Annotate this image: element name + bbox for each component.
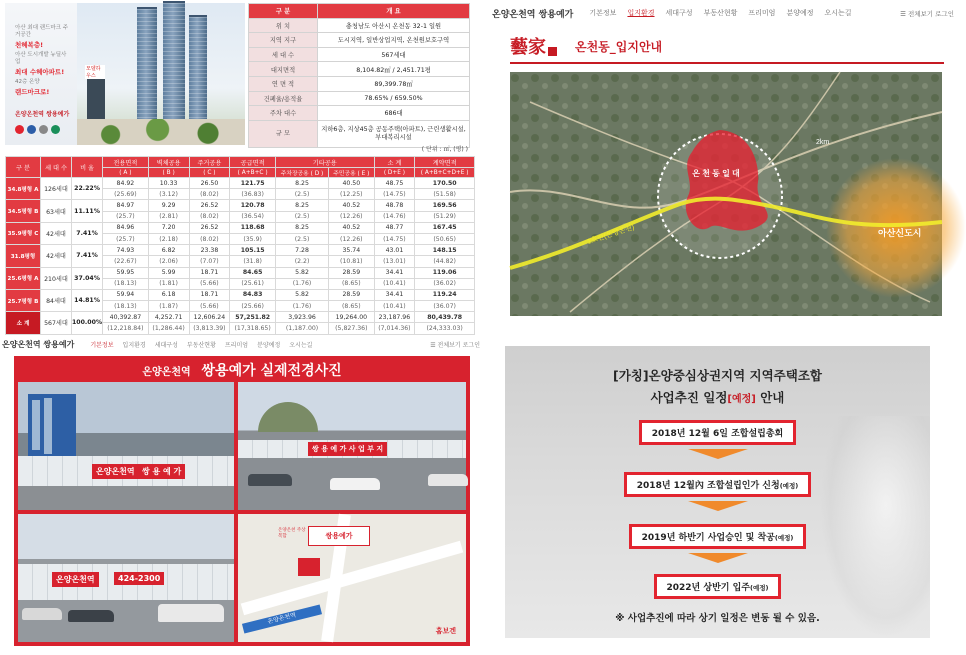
header-cell: 계약면적 — [415, 157, 475, 168]
overview-row — [249, 47, 470, 62]
step-text: 2018년 12월 6일 조합설립총회 — [651, 429, 784, 439]
area-sqm: 8.25 — [275, 222, 328, 233]
nav-item[interactable]: 부동산현황 — [186, 341, 216, 349]
unit-type: 25.6평형 A — [6, 267, 41, 289]
area-sqm: 118.68 — [230, 222, 276, 233]
schedule-title-text: 사업추진 일정 — [650, 390, 728, 405]
brand-logo-icon — [51, 125, 60, 134]
area-pyeong: (1.81) — [148, 278, 189, 289]
site-logo[interactable]: 온양온천역 쌍용예가 — [2, 339, 75, 349]
unit-type: 소 계 — [6, 312, 41, 334]
area-sqm: 8.25 — [275, 178, 328, 189]
subheader-cell: ( A+B+C ) — [230, 168, 276, 178]
top-navigation — [486, 0, 966, 26]
overview-value: 89,399.78㎡ — [318, 76, 470, 91]
overview-panel — [0, 0, 480, 333]
unit-row — [6, 312, 475, 323]
fence-label: 온양온천역 — [92, 464, 139, 479]
area-sqm: 120.78 — [230, 200, 276, 211]
area-pyeong: (2.5) — [275, 211, 328, 222]
unit-count: 42세대 — [41, 222, 72, 244]
site-map[interactable] — [238, 514, 466, 642]
area-sqm: 26.52 — [189, 200, 230, 211]
site-logo[interactable]: 온양온천역 쌍용예가 — [492, 9, 574, 20]
area-sqm: 84.92 — [103, 178, 149, 189]
area-pyeong: (12,218.84) — [103, 323, 149, 334]
area-pyeong: (51.29) — [415, 211, 475, 222]
header-cell: 구 분 — [6, 157, 41, 178]
overview-row — [249, 106, 470, 121]
title-divider — [510, 62, 944, 64]
area-sqm: 48.78 — [374, 200, 415, 211]
unit-type: 31.8평형 — [6, 245, 41, 267]
step-tag: (예정) — [749, 584, 769, 592]
area-sqm: 26.50 — [189, 178, 230, 189]
area-pyeong: (12.26) — [329, 233, 374, 244]
down-arrow-icon — [688, 553, 748, 563]
step-tag: (예정) — [774, 534, 794, 542]
area-sqm: 7.28 — [275, 245, 328, 256]
car-image — [68, 610, 114, 622]
unit-row — [6, 267, 475, 278]
header-cell: 기타공용 — [275, 157, 374, 168]
area-pyeong: (13.01) — [374, 256, 415, 267]
area-sqm: 48.77 — [374, 222, 415, 233]
ad-tagline: 아산 최대 랜드마크 주거공간 — [15, 25, 69, 38]
area-pyeong: (22.67) — [103, 256, 149, 267]
area-sqm: 40.52 — [329, 222, 374, 233]
fence-label: 424-2300 — [114, 572, 164, 585]
step-box — [654, 574, 782, 599]
header-cell: 전용면적 — [103, 157, 149, 168]
schedule-title-suffix: 안내 — [755, 390, 785, 405]
unit-ratio: 22.22% — [72, 178, 103, 200]
step-box — [624, 472, 811, 497]
ad-brand: 온양온천역 쌍용예가 — [15, 111, 70, 118]
tower-image — [189, 15, 207, 121]
area-pyeong: (2.5) — [275, 189, 328, 200]
overview-row — [249, 91, 470, 106]
step-text: 2019년 하반기 사업승인 및 착공 — [641, 533, 775, 543]
unit-type: 25.7평형 B — [6, 289, 41, 311]
unit-row — [6, 222, 475, 233]
schedule-title-2 — [505, 388, 930, 406]
nav-item[interactable]: 입지환경 — [122, 341, 146, 349]
area-pyeong: (2.2) — [275, 256, 328, 267]
rail-label: 1호선(온양온천) — [586, 224, 636, 246]
location-map[interactable] — [510, 72, 942, 316]
overview-value: 78.65% / 659.50% — [318, 91, 470, 106]
ad-texts — [15, 25, 71, 99]
unit-note: ( 단위 : ㎡, (평) ) — [421, 146, 468, 153]
nav-item[interactable]: 기본정보 — [589, 9, 617, 17]
photo-title — [14, 360, 470, 380]
map-callout-small: 온양온천 주상복합 — [278, 528, 306, 539]
unit-type: 34.5평형 B — [6, 200, 41, 222]
area-sqm: 43.01 — [374, 245, 415, 256]
area-pyeong: (36.54) — [230, 211, 276, 222]
area-pyeong: (1.76) — [275, 301, 328, 312]
overview-key: 위 치 — [249, 18, 318, 33]
unit-ratio: 37.04% — [72, 267, 103, 289]
area-pyeong: (31.8) — [230, 256, 276, 267]
fence-label: 쌍 용 예 가 — [138, 464, 185, 479]
tower-image — [137, 7, 157, 121]
area-sqm: 5.99 — [148, 267, 189, 278]
overview-key: 주차 대수 — [249, 106, 318, 121]
subheader-cell: ( B ) — [148, 168, 189, 178]
area-pyeong: (14.75) — [374, 233, 415, 244]
area-pyeong: (3,813.39) — [189, 323, 230, 334]
step-text: 2022년 상반기 입주 — [666, 583, 750, 593]
unit-type: 35.9평형 C — [6, 222, 41, 244]
area-pyeong: (1.76) — [275, 278, 328, 289]
overview-key: 지역 지구 — [249, 33, 318, 48]
map-graphic — [510, 72, 942, 316]
area-sqm: 4,252.71 — [148, 312, 189, 323]
subheader-cell: 주차장공용 ( D ) — [275, 168, 328, 178]
area-pyeong: (14.75) — [374, 189, 415, 200]
site-photo[interactable] — [18, 382, 234, 510]
area-sqm: 5.82 — [275, 267, 328, 278]
car-image — [248, 474, 292, 486]
area-sqm: 167.45 — [415, 222, 475, 233]
location-panel — [486, 0, 966, 322]
header-cell: 비 율 — [72, 157, 103, 178]
area-sqm: 84.65 — [230, 267, 276, 278]
area-sqm: 34.41 — [374, 267, 415, 278]
area-pyeong: (2.81) — [148, 211, 189, 222]
nav-right-menu[interactable]: ☰ 전체보기 로그인 — [430, 341, 480, 349]
area-sqm: 59.95 — [103, 267, 149, 278]
schedule-panel — [505, 346, 930, 638]
schedule-step — [505, 420, 930, 445]
overview-value: 8,104.82㎡ / 2,451.71평 — [318, 62, 470, 77]
header-cell: 세 대 수 — [41, 157, 72, 178]
area-pyeong: (8.02) — [189, 233, 230, 244]
area-sqm: 8.25 — [275, 200, 328, 211]
subheader-cell: 주민공용 ( E ) — [329, 168, 374, 178]
area-pyeong: (10.41) — [374, 301, 415, 312]
area-pyeong: (7,014.36) — [374, 323, 415, 334]
area-pyeong: (44.82) — [415, 256, 475, 267]
area-sqm: 80,439.78 — [415, 312, 475, 323]
overview-value: 686대 — [318, 106, 470, 121]
unit-count: 63세대 — [41, 200, 72, 222]
area-pyeong: (2.5) — [275, 233, 328, 244]
area-sqm: 6.82 — [148, 245, 189, 256]
unit-row — [6, 289, 475, 300]
nav-right-menu[interactable]: ☰ 전체보기 로그인 — [900, 9, 954, 18]
ad-tagline: 42층 온양 — [15, 79, 40, 85]
area-sqm: 23,187.96 — [374, 312, 415, 323]
area-sqm: 5.82 — [275, 289, 328, 300]
header-cell: 공급면적 — [230, 157, 276, 168]
nav-item[interactable]: 분양예정 — [786, 9, 814, 17]
area-pyeong: (8.02) — [189, 189, 230, 200]
area-pyeong: (36.02) — [415, 278, 475, 289]
photo-title-station: 온양온천역 — [142, 367, 191, 378]
road-image — [18, 486, 234, 510]
building-advertisement — [5, 3, 245, 145]
area-sqm: 19,264.00 — [329, 312, 374, 323]
area-sqm: 35.74 — [329, 245, 374, 256]
overview-key: 대지면적 — [249, 62, 318, 77]
fence-label: 쌍 용 예 가 사 업 부 지 — [308, 442, 387, 456]
brand-logo: 藝家 — [510, 37, 546, 58]
tower-image — [163, 1, 185, 121]
page-title: 온천동_입지안내 — [575, 39, 663, 54]
area-pyeong: (1,286.44) — [148, 323, 189, 334]
header-cell: 주거공용 — [189, 157, 230, 168]
area-sqm: 18.71 — [189, 289, 230, 300]
overview-value: 도시지역, 일반상업지역, 온천원보호구역 — [318, 33, 470, 48]
unit-row — [6, 178, 475, 189]
area-pyeong: (7.07) — [189, 256, 230, 267]
area-pyeong: (25.61) — [230, 278, 276, 289]
nav-item[interactable]: 오시는길 — [289, 341, 313, 349]
area-pyeong: (1.87) — [148, 301, 189, 312]
area-pyeong: (51.58) — [415, 189, 475, 200]
subheader-cell: ( D+E ) — [374, 168, 415, 178]
area-sqm: 6.18 — [148, 289, 189, 300]
unit-count: 567세대 — [41, 312, 72, 334]
ad-logos — [15, 125, 60, 134]
ad-headline: 랜드마크로! — [15, 88, 50, 96]
area-pyeong: (5.66) — [189, 278, 230, 289]
area-pyeong: (12.26) — [329, 211, 374, 222]
area-pyeong: (12.25) — [329, 189, 374, 200]
overview-value: 충청남도 아산시 온천동 32-1 일원 — [318, 18, 470, 33]
area-sqm: 40.52 — [329, 200, 374, 211]
trees-image — [77, 119, 245, 145]
area-pyeong: (1,187.00) — [275, 323, 328, 334]
area-sqm: 148.15 — [415, 245, 475, 256]
area-sqm: 169.56 — [415, 200, 475, 211]
overview-row — [249, 62, 470, 77]
unit-ratio: 11.11% — [72, 200, 103, 222]
unit-type: 34.8평형 A — [6, 178, 41, 200]
schedule-step — [505, 524, 930, 549]
area-pyeong: (25.66) — [230, 301, 276, 312]
site-photos-panel — [0, 336, 480, 655]
nav-item[interactable]: 분양예정 — [257, 341, 281, 349]
schedule-title-tag: [예정] — [727, 394, 756, 405]
subheader-cell: ( A+B+C+D+E ) — [415, 168, 475, 178]
area-sqm: 40,392.87 — [103, 312, 149, 323]
area-pyeong: (8.65) — [329, 301, 374, 312]
ad-headline: 최대 수혜아파트! — [15, 68, 65, 76]
step-box — [629, 524, 807, 549]
overview-value: 지하6층, 지상45층 공동주택(아파트), 근린생활시설, 부대복리시설 — [318, 120, 470, 147]
brand-logo-icon — [39, 125, 48, 134]
header-cell: 구 분 — [249, 4, 318, 19]
area-sqm: 34.41 — [374, 289, 415, 300]
unit-ratio: 100.00% — [72, 312, 103, 334]
nav-item[interactable]: 오시는길 — [824, 9, 852, 17]
area-pyeong: (8.65) — [329, 278, 374, 289]
area-sqm: 10.33 — [148, 178, 189, 189]
car-image — [428, 474, 468, 486]
area-pyeong: (14.76) — [374, 211, 415, 222]
area-sqm: 119.24 — [415, 289, 475, 300]
car-image — [22, 608, 62, 620]
area-pyeong: (2.18) — [148, 233, 189, 244]
site-photo[interactable] — [18, 514, 234, 642]
area-pyeong: (35.9) — [230, 233, 276, 244]
unit-row — [6, 200, 475, 211]
area-sqm: 3,923.96 — [275, 312, 328, 323]
subheader-cell: ( C ) — [189, 168, 230, 178]
area-pyeong: (36.83) — [230, 189, 276, 200]
area-pyeong: (18.13) — [103, 301, 149, 312]
area-pyeong: (18.13) — [103, 278, 149, 289]
city-label: 아산신도시 — [878, 228, 922, 238]
area-sqm: 18.71 — [189, 267, 230, 278]
header-cell: 소 계 — [374, 157, 415, 168]
area-pyeong: (5.66) — [189, 301, 230, 312]
down-arrow-icon — [688, 501, 748, 511]
overview-key: 연 면 적 — [249, 76, 318, 91]
step-text: 2018년 12월內 조합설립인가 신청 — [636, 481, 780, 491]
unit-ratio: 7.41% — [72, 245, 103, 267]
header-cell: 벽체공용 — [148, 157, 189, 168]
fence-label: 온양온천역 — [52, 572, 99, 587]
area-sqm: 26.52 — [189, 222, 230, 233]
area-sqm: 59.94 — [103, 289, 149, 300]
site-photo[interactable] — [238, 382, 466, 510]
overview-key: 건폐율/용적율 — [249, 91, 318, 106]
car-image — [330, 478, 380, 490]
area-sqm: 7.20 — [148, 222, 189, 233]
area-sqm: 84.96 — [103, 222, 149, 233]
area-sqm: 105.15 — [230, 245, 276, 256]
unit-header-row — [6, 157, 475, 168]
unit-ratio: 14.81% — [72, 289, 103, 311]
schedule-title-1: [가칭]온양중심상권지역 지역주택조합 — [613, 368, 822, 383]
area-pyeong: (24,333.03) — [415, 323, 475, 334]
unit-count: 210세대 — [41, 267, 72, 289]
unit-ratio: 7.41% — [72, 222, 103, 244]
unit-area-table — [5, 156, 475, 335]
building-rendering — [77, 3, 245, 145]
area-sqm: 9.29 — [148, 200, 189, 211]
area-sqm: 23.38 — [189, 245, 230, 256]
nav-item[interactable]: 프리미엄 — [748, 9, 776, 17]
nav-item[interactable]: 세대구성 — [154, 341, 178, 349]
area-sqm: 12,606.24 — [189, 312, 230, 323]
brand-seal-icon — [548, 47, 557, 56]
ad-headline: 천혜복층! — [15, 41, 44, 49]
site-marker-icon — [298, 558, 320, 576]
schedule-step — [505, 472, 930, 497]
schedule-note: ※ 사업추진에 따라 상기 일정은 변동 될 수 있음. — [615, 613, 820, 624]
area-pyeong: (10.41) — [374, 278, 415, 289]
street — [241, 541, 463, 615]
area-pyeong: (3.12) — [148, 189, 189, 200]
area-pyeong: (25.7) — [103, 211, 149, 222]
center-label: 온 천 동 일 대 — [692, 169, 740, 178]
schedule-step — [505, 574, 930, 599]
unit-count: 84세대 — [41, 289, 72, 311]
landmark-label: 홈보겐 — [435, 627, 456, 635]
area-sqm: 74.93 — [103, 245, 149, 256]
subheader-cell: ( A ) — [103, 168, 149, 178]
station-label: 온양온천역 — [242, 604, 322, 633]
nav-item[interactable]: 기본정보 — [90, 341, 114, 349]
top-navigation — [0, 336, 480, 352]
overview-row — [249, 33, 470, 48]
map-callout: 쌍용예가 — [308, 526, 370, 546]
area-pyeong: (25.7) — [103, 233, 149, 244]
overview-key: 세 대 수 — [249, 47, 318, 62]
area-pyeong: (2.06) — [148, 256, 189, 267]
area-pyeong: (25.69) — [103, 189, 149, 200]
unit-count: 42세대 — [41, 245, 72, 267]
area-sqm: 84.97 — [103, 200, 149, 211]
overview-header-row — [249, 4, 470, 19]
nav-item[interactable]: 세대구성 — [665, 9, 693, 17]
area-pyeong: (5,827.36) — [329, 323, 374, 334]
unit-row — [6, 245, 475, 256]
radius-label: 2km — [816, 139, 830, 146]
area-sqm: 28.59 — [329, 267, 374, 278]
photo-panel — [14, 356, 470, 646]
area-pyeong: (8.02) — [189, 211, 230, 222]
overview-row — [249, 18, 470, 33]
down-arrow-icon — [688, 449, 748, 459]
area-sqm: 28.59 — [329, 289, 374, 300]
overview-table — [248, 3, 470, 148]
car-image — [158, 604, 224, 622]
area-pyeong: (10.81) — [329, 256, 374, 267]
area-sqm: 84.83 — [230, 289, 276, 300]
step-tag: (예정) — [779, 482, 799, 490]
brand-logo-icon — [15, 125, 24, 134]
area-sqm: 40.50 — [329, 178, 374, 189]
brand-logo-icon — [27, 125, 36, 134]
area-sqm: 119.06 — [415, 267, 475, 278]
area-pyeong: (17,318.65) — [230, 323, 276, 334]
overview-value: 567세대 — [318, 47, 470, 62]
overview-row — [249, 76, 470, 91]
area-sqm: 170.50 — [415, 178, 475, 189]
header-cell: 개 요 — [318, 4, 470, 19]
location-header — [510, 32, 662, 60]
area-sqm: 57,251.82 — [230, 312, 276, 323]
area-pyeong: (36.07) — [415, 301, 475, 312]
area-pyeong: (50.65) — [415, 233, 475, 244]
photo-title-main: 쌍용예가 실제전경사진 — [201, 363, 342, 379]
nav-item[interactable]: 프리미엄 — [224, 341, 249, 349]
area-sqm: 121.75 — [230, 178, 276, 189]
ad-tagline: 아산 도시개발 뉴딜사업 — [15, 52, 67, 65]
unit-count: 126세대 — [41, 178, 72, 200]
nav-item[interactable]: 입지환경 — [627, 9, 655, 17]
pillar-label: 모델하우스 — [85, 65, 105, 79]
step-box — [639, 420, 796, 445]
overview-key: 규 모 — [249, 120, 318, 147]
nav-item[interactable]: 부동산현황 — [703, 9, 738, 17]
area-sqm: 48.75 — [374, 178, 415, 189]
